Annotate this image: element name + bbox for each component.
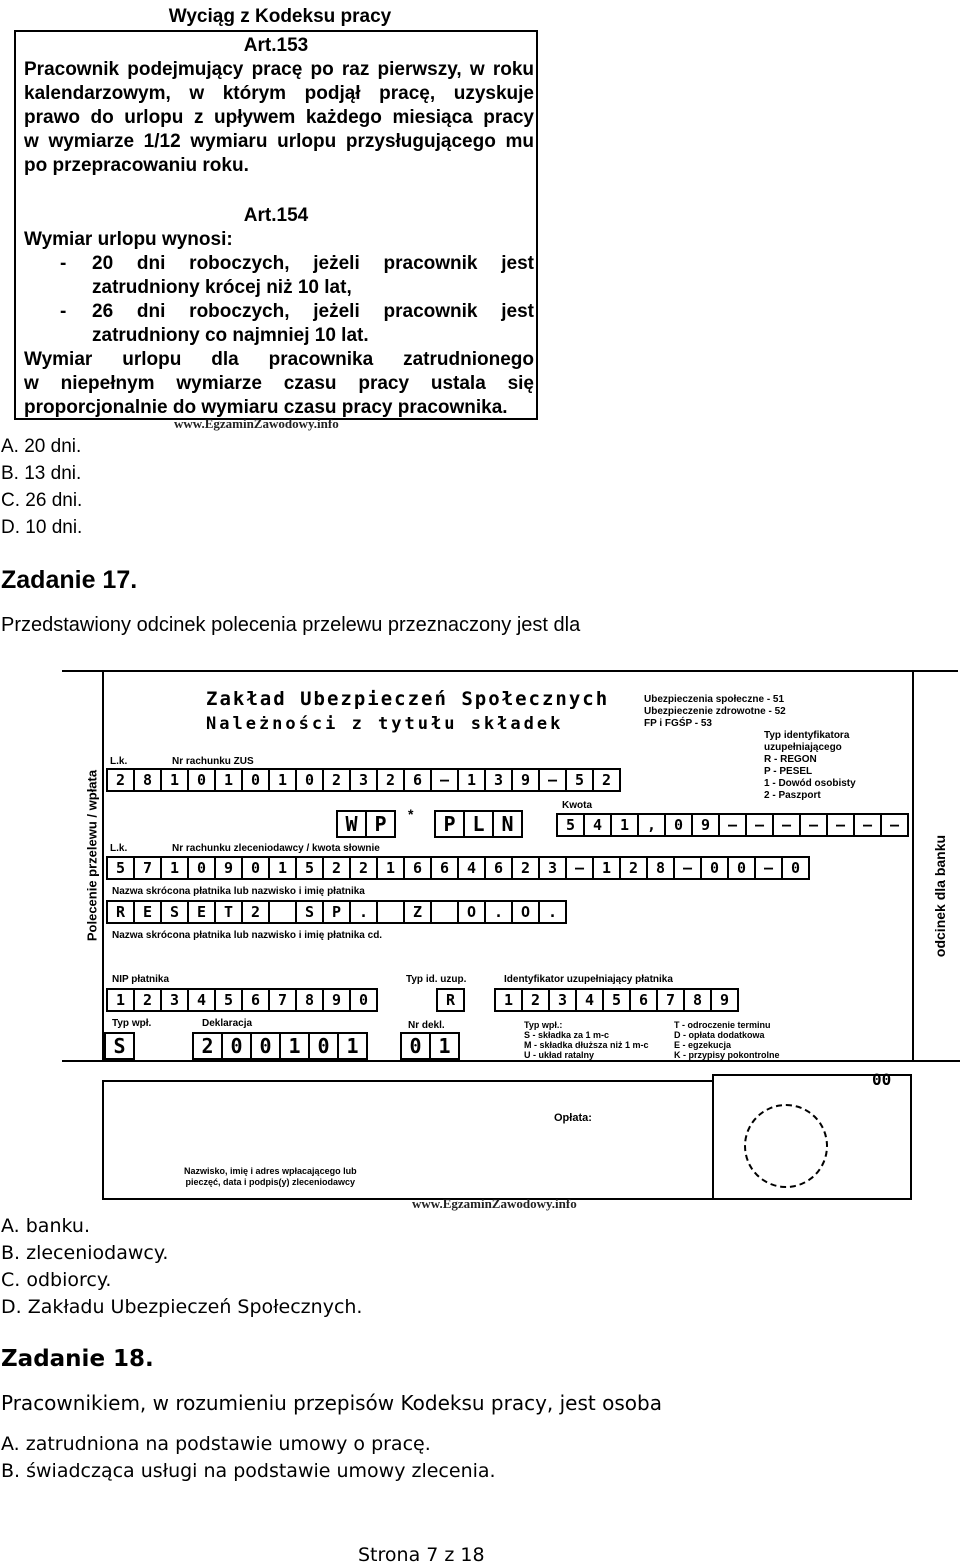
- form-cell: S: [295, 900, 322, 924]
- form-cell: 2: [592, 768, 621, 792]
- form-cell: E: [133, 900, 160, 924]
- q17-option-c: C. odbiorcy.: [1, 1269, 112, 1291]
- form-cell: 1: [346, 1034, 359, 1058]
- form-cell: P: [436, 812, 465, 836]
- form-cell: –: [673, 856, 700, 880]
- form-cell: 9: [322, 988, 349, 1012]
- form-cell: 1: [457, 768, 484, 792]
- form-cell: 0: [349, 988, 378, 1012]
- form-cell: –: [754, 856, 781, 880]
- typ-wpl-box: [104, 1032, 135, 1060]
- form-cell: 0: [223, 1034, 252, 1058]
- form-cell: [376, 900, 403, 924]
- form-cell: 3: [538, 856, 565, 880]
- form-cell: P: [322, 900, 349, 924]
- payer-account-label: Nr rachunku zleceniodawcy / kwota słownie: [172, 843, 380, 854]
- form-cell: 7: [656, 988, 683, 1012]
- payer-name-label: Nazwa skrócona płatnika lub nazwisko i imię płatnika: [112, 886, 365, 897]
- form-cell: 0: [187, 856, 214, 880]
- form-cell: 0: [781, 856, 810, 880]
- form-cell: 0: [241, 856, 268, 880]
- form-cell: 9: [511, 768, 538, 792]
- payer-account-row: [106, 856, 810, 878]
- form-cell: 2: [194, 1034, 223, 1058]
- q16-option-a: A. 20 dni.: [1, 436, 82, 457]
- excerpt-box: [14, 30, 538, 420]
- form-cell: 1: [494, 988, 521, 1012]
- form-cell: 1: [214, 768, 241, 792]
- wp-box: [336, 810, 396, 838]
- art153-line: w wymiarze 1/12 wymiaru urlopu przysługującego mu: [24, 131, 534, 152]
- form-cell: 9: [214, 856, 241, 880]
- bank-stamp-box: [712, 1074, 912, 1200]
- nr-dekl-label: Nr dekl.: [408, 1020, 445, 1031]
- form-cell: 6: [403, 856, 430, 880]
- form-cell: –: [799, 813, 826, 837]
- form-cell: 6: [241, 988, 268, 1012]
- form-cell: 6: [484, 856, 511, 880]
- typid-row: [436, 988, 465, 1010]
- form-cell: 9: [710, 988, 739, 1012]
- bullet-line: 26 dni roboczych, jeżeli pracownik jest: [92, 301, 534, 322]
- typ-wpl-legend-2: T - odroczenie terminu D - opłata dodatkowa E - egzekucja K - przypisy pokontrolne: [674, 1020, 780, 1060]
- form-border: [62, 1060, 960, 1062]
- insurance-codes: Ubezpieczenia społeczne - 51 Ubezpieczenie zdrowotne - 52 FP i FGŚP - 53: [644, 694, 786, 729]
- form-cell: 1: [610, 813, 637, 837]
- form-cell: R: [106, 900, 133, 924]
- form-cell: 2: [133, 988, 160, 1012]
- q17-question: Przedstawiony odcinek polecenia przelewu przeznaczony jest dla: [1, 614, 581, 636]
- nip-row: [106, 988, 378, 1010]
- form-cell: 8: [683, 988, 710, 1012]
- form-cell: 3: [160, 988, 187, 1012]
- kwota-row: [556, 813, 909, 835]
- form-cell: .: [538, 900, 567, 924]
- form-cell: –: [565, 856, 592, 880]
- signature-label: Nazwisko, imię i adres wpłacającego lub pieczęć, data i podpis(y) zleceniodawcy: [184, 1166, 357, 1187]
- form-cell: –: [826, 813, 853, 837]
- art154-intro: Wymiar urlopu wynosi:: [24, 229, 233, 250]
- form-cell: 5: [556, 813, 583, 837]
- watermark: www.EgzaminZawodowy.info: [412, 1196, 577, 1211]
- form-cell: 1: [376, 856, 403, 880]
- form-cell: E: [187, 900, 214, 924]
- closing-line: proporcjonalnie do wymiaru czasu pracy pracownika.: [24, 397, 508, 418]
- kwota-label: Kwota: [562, 800, 592, 811]
- oplata-label: Opłata:: [554, 1112, 592, 1124]
- form-cell: 0: [252, 1034, 281, 1058]
- form-cell: T: [214, 900, 241, 924]
- form-cell: 7: [268, 988, 295, 1012]
- form-cell: 0: [727, 856, 754, 880]
- form-cell: 8: [295, 988, 322, 1012]
- q18-option-b: B. świadcząca usługi na podstawie umowy zlecenia.: [1, 1460, 496, 1482]
- form-cell: O: [457, 900, 484, 924]
- deklaracja-box: [192, 1032, 368, 1060]
- form-cell: –: [718, 813, 745, 837]
- form-cell: 1: [281, 1034, 310, 1058]
- payer-name-row: [106, 900, 567, 922]
- payer-name-cont-label: Nazwa skrócona płatnika lub nazwisko i imię płatnika cd.: [112, 930, 383, 941]
- q18-question: Pracownikiem, w rozumieniu przepisów Kodeksu pracy, jest osoba: [1, 1391, 662, 1415]
- nip-label: NIP płatnika: [112, 974, 170, 985]
- form-cell: 5: [565, 768, 592, 792]
- identifier-label: Identyfikator uzupełniający płatnika: [504, 974, 673, 985]
- form-cell: 0: [700, 856, 727, 880]
- form-cell: –: [853, 813, 880, 837]
- form-cell: 2: [521, 988, 548, 1012]
- form-cell: 4: [187, 988, 214, 1012]
- form-cell: 0: [664, 813, 691, 837]
- form-cell: 1: [438, 1034, 451, 1058]
- form-cell: [430, 900, 457, 924]
- form-cell: 3: [349, 768, 376, 792]
- q17-option-b: B. zleceniodawcy.: [1, 1242, 169, 1264]
- form-code: 00: [872, 1070, 892, 1089]
- form-cell: S: [113, 1034, 126, 1058]
- lk-label: L.k.: [110, 843, 128, 854]
- transfer-form: [62, 670, 960, 1210]
- form-cell: 8: [646, 856, 673, 880]
- nr-dekl-box: [400, 1032, 460, 1060]
- form-cell: 1: [106, 988, 133, 1012]
- form-cell: 5: [295, 856, 322, 880]
- bullet-line: zatrudniony co najmniej 10 lat.: [92, 325, 369, 346]
- form-cell: 0: [310, 1034, 339, 1058]
- form-cell: 3: [484, 768, 511, 792]
- q17-option-d: D. Zakładu Ubezpieczeń Społecznych.: [1, 1296, 363, 1318]
- watermark: www.EgzaminZawodowy.info: [174, 416, 339, 431]
- id-type-legend: Typ identyfikatora uzupełniającego R - REGON P - PESEL 1 - Dowód osobisty 2 - Paszport: [764, 730, 856, 801]
- form-cell: P: [374, 812, 387, 836]
- form-subtitle: Należności z tytułu składek: [206, 714, 564, 734]
- form-border: [62, 670, 958, 672]
- form-cell: 9: [691, 813, 718, 837]
- form-cell: .: [484, 900, 511, 924]
- form-cell: 1: [268, 856, 295, 880]
- currency-box: [434, 810, 523, 838]
- form-cell: 7: [133, 856, 160, 880]
- form-cell: .: [349, 900, 376, 924]
- form-cell: 5: [106, 856, 133, 880]
- bullet-line: 20 dni roboczych, jeżeli pracownik jest: [92, 253, 534, 274]
- deklaracja-label: Deklaracja: [202, 1018, 253, 1029]
- bullet-line: zatrudniony krócej niż 10 lat,: [92, 277, 352, 298]
- typid-label: Typ id. uzup.: [406, 974, 467, 985]
- form-cell: 8: [133, 768, 160, 792]
- form-cell: –: [430, 768, 457, 792]
- zus-account-label: Nr rachunku ZUS: [172, 756, 254, 767]
- lk-label: L.k.: [110, 756, 128, 767]
- art153-line: kalendarzowym, w którym podjął pracę, uzyskuje: [24, 83, 534, 104]
- art153-line: po przepracowaniu roku.: [24, 155, 249, 176]
- identifier-row: [494, 988, 739, 1010]
- bullet-dash: -: [60, 253, 67, 274]
- form-cell: –: [538, 768, 565, 792]
- form-cell: 2: [322, 856, 349, 880]
- form-cell: 0: [295, 768, 322, 792]
- form-vertical-label-bank: odcinek dla banku: [932, 834, 948, 958]
- form-cell: –: [772, 813, 799, 837]
- closing-line: Wymiar urlopu dla pracownika zatrudnionego: [24, 349, 534, 370]
- form-border: [102, 670, 104, 1060]
- form-cell: 2: [241, 900, 268, 924]
- form-cell: 5: [602, 988, 629, 1012]
- bullet-dash: -: [60, 301, 67, 322]
- form-cell: –: [745, 813, 772, 837]
- form-cell: 1: [592, 856, 619, 880]
- form-cell: 2: [619, 856, 646, 880]
- q18-option-a: A. zatrudniona na podstawie umowy o pracę.: [1, 1433, 431, 1455]
- stamp-circle: [744, 1104, 828, 1188]
- form-cell: 2: [511, 856, 538, 880]
- form-cell: 0: [241, 768, 268, 792]
- form-cell: 3: [548, 988, 575, 1012]
- form-cell: 6: [430, 856, 457, 880]
- art153-heading: Art.153: [243, 35, 309, 56]
- typ-wpl-legend: Typ wpł.: S - składka za 1 m-c M - składka dłuższa niż 1 m-c U - układ ratalny: [524, 1020, 649, 1060]
- form-cell: ,: [637, 813, 664, 837]
- art153-line: Pracownik podejmujący pracę po raz pierwszy, w roku: [24, 59, 534, 80]
- form-cell: 4: [457, 856, 484, 880]
- form-cell: Z: [403, 900, 430, 924]
- form-cell: S: [160, 900, 187, 924]
- form-cell: L: [465, 812, 494, 836]
- form-title: Zakład Ubezpieczeń Społecznych: [206, 688, 610, 710]
- page-number: Strona 7 z 18: [358, 1544, 485, 1566]
- typ-wpl-label: Typ wpł.: [112, 1018, 152, 1029]
- q17-heading: Zadanie 17.: [1, 566, 138, 594]
- closing-line: w niepełnym wymiarze czasu pracy ustala się: [24, 373, 534, 394]
- form-cell: 2: [376, 768, 403, 792]
- form-cell: R: [436, 988, 465, 1012]
- form-cell: N: [501, 812, 514, 836]
- form-cell: 2: [106, 768, 133, 792]
- form-cell: 1: [160, 768, 187, 792]
- form-cell: 6: [629, 988, 656, 1012]
- form-cell: 6: [403, 768, 430, 792]
- form-border: [912, 670, 914, 1060]
- form-cell: O: [511, 900, 538, 924]
- star-mark: *: [408, 806, 414, 822]
- form-cell: 2: [322, 768, 349, 792]
- form-cell: 1: [160, 856, 187, 880]
- form-cell: 4: [575, 988, 602, 1012]
- art153-line: prawo do urlopu z upływem każdego miesiąca pracy: [24, 107, 534, 128]
- form-cell: 4: [583, 813, 610, 837]
- form-cell: –: [880, 813, 909, 837]
- q16-option-d: D. 10 dni.: [1, 517, 83, 538]
- form-cell: 1: [268, 768, 295, 792]
- form-cell: W: [338, 812, 367, 836]
- form-cell: 0: [187, 768, 214, 792]
- form-vertical-label: Polecenie przelewu / wpłata: [84, 769, 100, 942]
- zus-account-row: [106, 768, 621, 790]
- form-cell: [268, 900, 295, 924]
- q16-option-b: B. 13 dni.: [1, 463, 82, 484]
- excerpt-title: Wyciąg z Kodeksu pracy: [168, 6, 392, 27]
- form-cell: 2: [349, 856, 376, 880]
- q18-heading: Zadanie 18.: [1, 1346, 154, 1372]
- q17-option-a: A. banku.: [1, 1215, 90, 1237]
- form-cell: 5: [214, 988, 241, 1012]
- form-cell: 0: [402, 1034, 431, 1058]
- art154-heading: Art.154: [243, 205, 309, 226]
- q16-option-c: C. 26 dni.: [1, 490, 83, 511]
